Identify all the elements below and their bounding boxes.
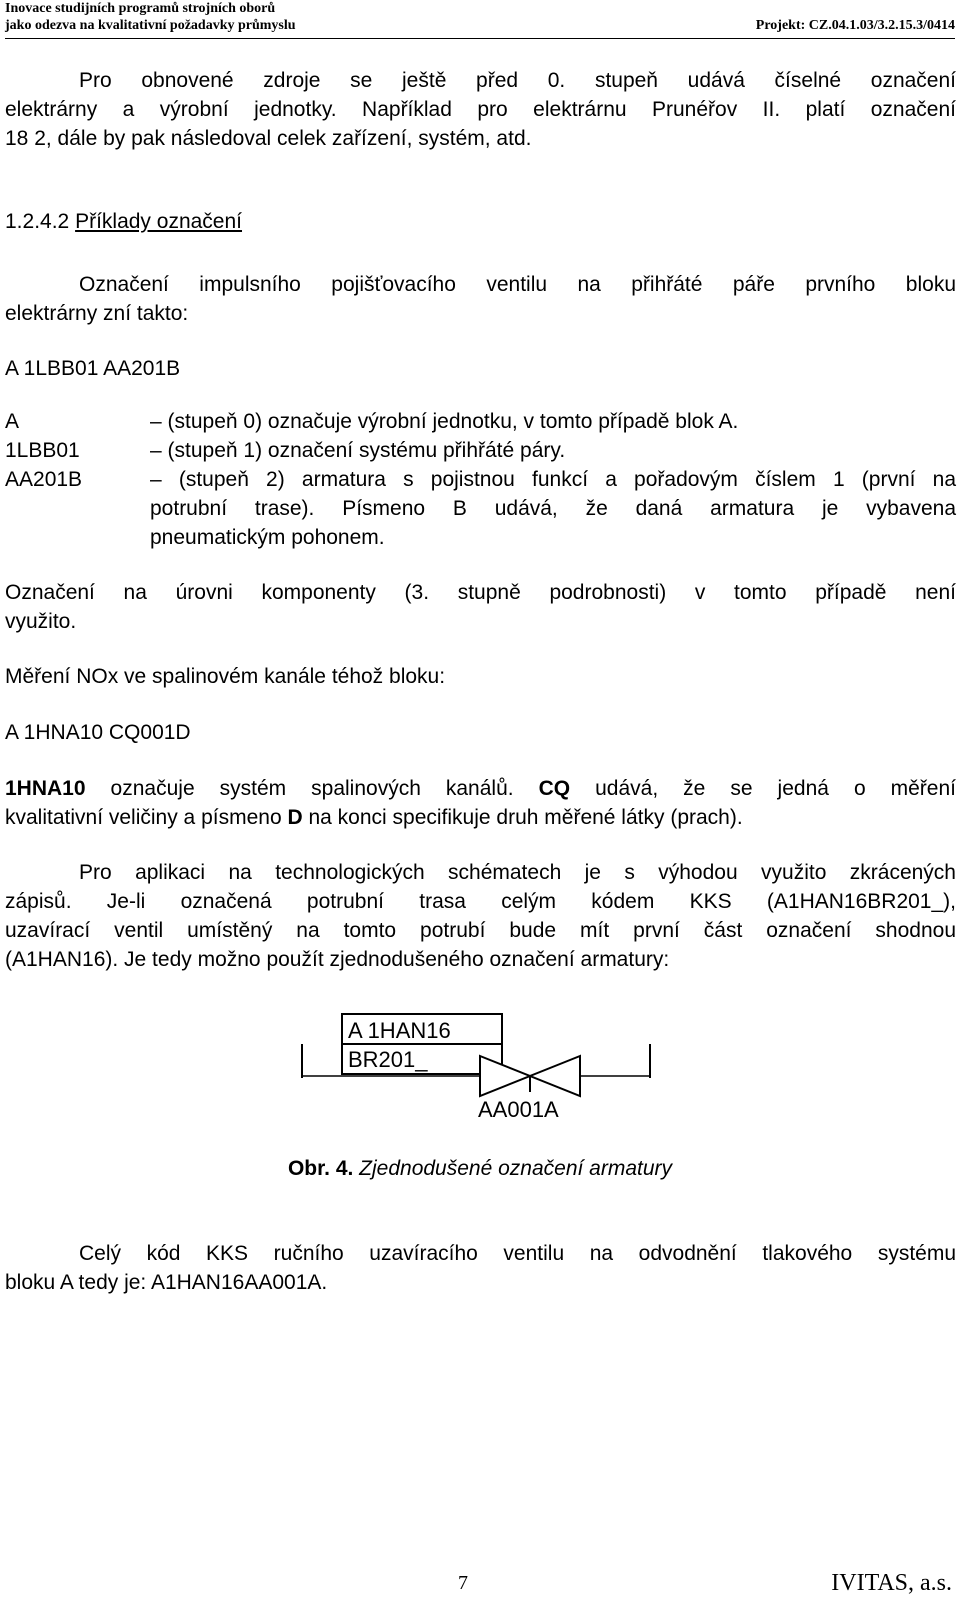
figure-label-mid: BR201_ <box>348 1047 428 1072</box>
para1-line1: Pro obnovené zdroje se ještě před 0. stupeň udává číselné označení <box>79 69 956 92</box>
desc-aa201b-line3: pneumatickým pohonem. <box>150 526 385 549</box>
para5-text-1: označuje systém spalinových kanálů. <box>85 777 539 800</box>
valve-triangle-right <box>530 1056 580 1096</box>
figure-caption <box>0 1157 960 1181</box>
caption-text: Zjednodušené označení armatury <box>353 1157 673 1180</box>
header-line-1: Inovace studijních programů strojních oborů <box>5 1 276 16</box>
para5-line2 <box>5 803 956 832</box>
para6-line1: Pro aplikaci na technologických schématech je s výhodou využito zkrácených <box>79 861 956 884</box>
company-name: IVITAS, a.s. <box>831 1570 952 1596</box>
valve-diagram <box>300 1000 660 1150</box>
page-header <box>5 0 955 39</box>
figure-label-bottom: AA001A <box>478 1097 559 1122</box>
para1-line2: elektrárny a výrobní jednotky. Například pro elektrárnu Prunéřov II. platí označení <box>5 98 956 121</box>
code-d: D <box>287 806 303 829</box>
paragraph-example-valve <box>5 270 956 328</box>
paragraph-abbreviated <box>5 858 956 974</box>
para2-line1: Označení impulsního pojišťovacího ventilu na přihřáté páře prvního bloku <box>79 273 956 296</box>
desc-a: – (stupeň 0) označuje výrobní jednotku, v tomto případě blok A. <box>150 410 739 433</box>
section-heading <box>5 207 956 236</box>
section-title: Příklady označení <box>75 210 243 233</box>
figure-label-top: A 1HAN16 <box>348 1018 451 1043</box>
para7-line1: Celý kód KKS ručního uzavíracího ventilu na odvodnění tlakového systému <box>79 1242 956 1265</box>
header-line-2: jako odezva na kvalitativní požadavky průmyslu <box>5 18 296 33</box>
para3-line2: využito. <box>5 610 77 633</box>
para2-line2: elektrárny zní takto: <box>5 302 189 325</box>
caption-prefix: Obr. 4. <box>287 1157 354 1180</box>
para5-text-2: udává, že se jedná o měření <box>570 777 956 800</box>
code-example-2: A 1HNA10 CQ001D <box>5 721 191 744</box>
code-example-1: A 1LBB01 AA201B <box>5 357 181 380</box>
para7-line2: bloku A tedy je: A1HAN16AA001A. <box>5 1271 328 1294</box>
paragraph-full-code <box>5 1239 956 1297</box>
term-1lbb01: 1LBB01 <box>5 439 80 462</box>
para5-text-4: na konci specifikuje druh měřené látky (prach). <box>302 806 743 829</box>
valve-triangle-left <box>480 1056 530 1096</box>
paragraph-nox: Měření NOx ve spalinovém kanále téhož bloku: <box>5 665 446 688</box>
page-number: 7 <box>458 1572 468 1594</box>
paragraph-component-level <box>5 578 956 636</box>
term-a: A <box>5 410 20 433</box>
section-number: 1.2.4.2 <box>5 210 70 233</box>
para6-line3: uzavírací ventil umístěný na tomto potrubí bude mít první část označení shodnou <box>5 919 956 942</box>
desc-aa201b-line1: – (stupeň 2) armatura s pojistnou funkcí a pořadovým číslem 1 (první na <box>150 468 956 491</box>
term-aa201b: AA201B <box>5 468 83 491</box>
desc-aa201b <box>150 465 956 552</box>
para5-line1 <box>5 774 956 803</box>
para3-line1: Označení na úrovni komponenty (3. stupně podrobnosti) v tomto případě není <box>5 581 956 604</box>
paragraph-flue-system <box>5 774 956 832</box>
code-1hna10: 1HNA10 <box>5 777 86 800</box>
code-cq: CQ <box>538 777 571 800</box>
para6-line4: (A1HAN16). Je tedy možno použít zjednodušeného označení armatury: <box>5 948 670 971</box>
para5-text-3: kvalitativní veličiny a písmeno <box>5 806 288 829</box>
para6-line2: zápisů. Je-li označená potrubní trasa celým kódem KKS (A1HAN16BR201_), <box>5 890 956 913</box>
desc-aa201b-line2: potrubní trase). Písmeno B udává, že daná armatura je vybavena <box>150 497 956 520</box>
desc-1lbb01: – (stupeň 1) označení systému přihřáté páry. <box>150 439 566 462</box>
paragraph-renewable-sources <box>5 66 956 153</box>
project-number: Projekt: CZ.04.1.03/3.2.15.3/0414 <box>755 18 955 33</box>
para1-line3: 18 2, dále by pak následoval celek zařízení, systém, atd. <box>5 127 532 150</box>
